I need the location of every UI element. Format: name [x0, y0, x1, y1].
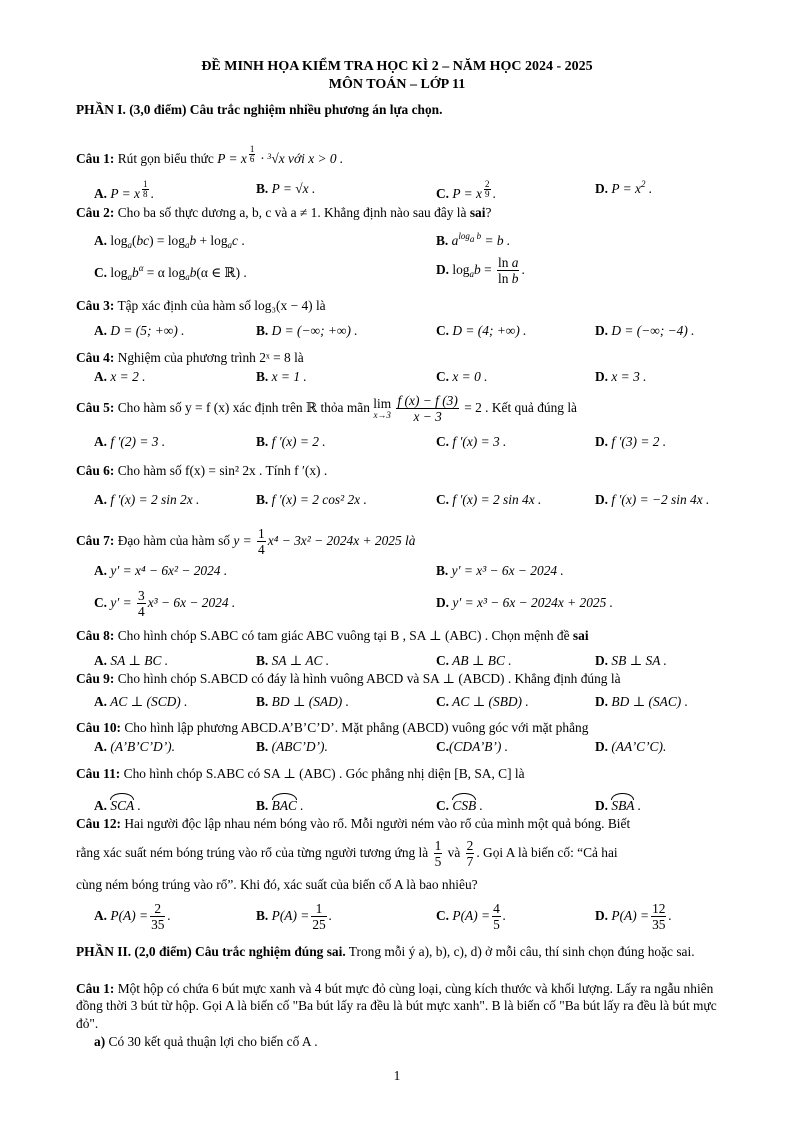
q3-option-c[interactable]: C. D = (4; +∞) .: [436, 323, 527, 338]
q4-option-d[interactable]: D. x = 3 .: [595, 369, 647, 384]
part2-q1-a[interactable]: a) Có 30 kết quả thuận lợi cho biến cố A .: [94, 1034, 318, 1049]
q11-option-b[interactable]: B. BAC .: [256, 794, 304, 814]
q6-option-b[interactable]: B. f ′(x) = 2 cos² 2x .: [256, 492, 367, 507]
q6-stem: Câu 6: Cho hàm số f(x) = sin² 2x . Tính f ′(x) .: [76, 463, 328, 478]
q8-option-d[interactable]: D. SB ⊥ SA .: [595, 653, 667, 668]
q9-option-d[interactable]: D. BD ⊥ (SAC) .: [595, 694, 688, 709]
q12-option-c[interactable]: C. P(A) = $\frac{4}{5}$ .: [436, 901, 507, 933]
exam-subtitle: MÔN TOÁN – LỚP 11: [328, 77, 466, 92]
q1-condition: với x > 0 .: [288, 151, 344, 166]
page-number: 1: [393, 1068, 401, 1083]
q11-option-d[interactable]: D. SBA .: [595, 794, 641, 814]
exam-title: ĐỀ MINH HỌA KIỂM TRA HỌC KÌ 2 – NĂM HỌC 2024 - 2025: [201, 59, 593, 74]
q12-line-3: cùng ném bóng trúng vào rổ”. Khi đó, xác suất của biến cố A là bao nhiêu?: [76, 877, 478, 892]
q10-option-b[interactable]: B. (ABC’D’).: [256, 739, 328, 754]
q1-text: Rút gọn biểu thức: [117, 151, 214, 166]
q11-stem: Câu 11: Cho hình chóp S.ABC có SA ⊥ (ABC) . Góc phẳng nhị diện [B, SA, C] là: [76, 766, 525, 781]
q4-option-c[interactable]: C. x = 0 .: [436, 369, 488, 384]
q3-option-a[interactable]: A. D = (5; +∞) .: [94, 323, 185, 338]
q7-option-b[interactable]: B. y′ = x³ − 6x − 2024 .: [436, 563, 564, 578]
q1-option-b[interactable]: B. P = √x .: [256, 181, 316, 196]
q3-stem: Câu 3: Tập xác định của hàm số log₃(x − 4) là: [76, 298, 326, 313]
q4-stem: Câu 4: Nghiệm của phương trình 2ˣ = 8 là: [76, 350, 304, 365]
q12-line-2: rằng xác suất ném bóng trúng vào rổ của từng người tương ứng là $\frac{1}{5}$ và $\frac{2}{7}$ . Gọi A là biến cố: “Cả hai: [76, 838, 618, 870]
q7-option-c[interactable]: C. y′ = $\frac{3}{4}$ x³ − 6x − 2024 .: [94, 588, 236, 620]
q3-option-b[interactable]: B. D = (−∞; +∞) .: [256, 323, 358, 338]
q10-option-c[interactable]: C.(CDA’B’) .: [436, 739, 509, 754]
q10-option-a[interactable]: A. (A’B’C’D’).: [94, 739, 175, 754]
q5-stem: Câu 5: Cho hàm số y = f (x) xác định trên ℝ thỏa mãn lim x→3 $\frac{f (x) - f (3)}{x - 3}$ = 2 . Kết quả đúng là: [76, 393, 577, 425]
q2-option-b[interactable]: B. $a^{log_a b} = b$ .: [436, 231, 511, 248]
q12-option-a[interactable]: A. P(A) = $\frac{2}{35}$ .: [94, 901, 171, 933]
q12-option-b[interactable]: B. P(A) = $\frac{1}{25}$ .: [256, 901, 333, 933]
q5-option-b[interactable]: B. f ′(x) = 2 .: [256, 434, 326, 449]
q9-option-b[interactable]: B. BD ⊥ (SAD) .: [256, 694, 349, 709]
q2-option-a[interactable]: A. $\log_a(bc) = \log_ab + \log_ac$ .: [94, 233, 245, 250]
q9-option-c[interactable]: C. AC ⊥ (SBD) .: [436, 694, 529, 709]
q1-stem: Câu 1: Rút gọn biểu thức P = x $^{\frac{1}{6}}$ · $^3$√x với x > 0 .: [76, 144, 344, 166]
q8-option-b[interactable]: B. SA ⊥ AC .: [256, 653, 330, 668]
q11-option-a[interactable]: A. SCA .: [94, 794, 141, 814]
q6-option-d[interactable]: D. f ′(x) = −2 sin 4x .: [595, 492, 710, 507]
q9-stem: Câu 9: Cho hình chóp S.ABCD có đáy là hình vuông ABCD và SA ⊥ (ABCD) . Khẳng định đúng là: [76, 671, 621, 686]
q7-stem: Câu 7: Đạo hàm của hàm số y = $\frac{1}{4}$ x⁴ − 3x² − 2024x + 2025 là: [76, 526, 416, 558]
q11-option-c[interactable]: C. CSB .: [436, 794, 483, 814]
q8-option-c[interactable]: C. AB ⊥ BC .: [436, 653, 512, 668]
q5-option-d[interactable]: D. f ′(3) = 2 .: [595, 434, 667, 449]
q4-option-a[interactable]: A. x = 2 .: [94, 369, 146, 384]
q5-option-c[interactable]: C. f ′(x) = 3 .: [436, 434, 507, 449]
q12-option-d[interactable]: D. P(A) = $\frac{12}{35}$ .: [595, 901, 672, 933]
part2-q1: Câu 1: Một hộp có chứa 6 bút mực xanh và 4 bút mực đỏ cùng loại, cùng kích thước và khối lượng. Lấy ra ngẫu nhiên đồng thời 3 bút từ hộp. Gọi A là biến cố "Ba bút lấy ra đều là bút mực xanh". B là biến cố "Ba bút lấy ra đều là bút mực đỏ".: [76, 981, 717, 1031]
q8-option-a[interactable]: A. SA ⊥ BC .: [94, 653, 169, 668]
q9-option-a[interactable]: A. AC ⊥ (SCD) .: [94, 694, 188, 709]
q2-stem: Câu 2: Cho ba số thực dương a, b, c và a ≠ 1. Khẳng định nào sau đây là sai?: [76, 205, 492, 220]
q1-option-a[interactable]: A. P = x $^{\frac{1}{8}}$ .: [94, 179, 154, 201]
q1-label: Câu 1:: [76, 151, 115, 166]
q10-option-d[interactable]: D. (AA’C’C).: [595, 739, 667, 754]
q2-option-c[interactable]: C. $\log_ab^\alpha = \alpha$ $\log_ab(\alpha$ ∈ ℝ) .: [94, 263, 247, 282]
q7-option-a[interactable]: A. y′ = x⁴ − 6x² − 2024 .: [94, 563, 228, 578]
q1-option-d[interactable]: D. $P = x^2$ .: [595, 179, 653, 196]
q6-option-c[interactable]: C. f ′(x) = 2 sin 4x .: [436, 492, 542, 507]
part2-heading: PHẦN II. (2,0 điểm) Câu trắc nghiệm đúng sai. Trong mỗi ý a), b), c), d) ở mỗi câu, thí sinh chọn đúng hoặc sai.: [76, 944, 695, 959]
q1-option-c[interactable]: C. P = x $^{\frac{2}{9}}$ .: [436, 179, 496, 201]
q5-option-a[interactable]: A. f ′(2) = 3 .: [94, 434, 166, 449]
part1-heading: PHẦN I. (3,0 điểm) Câu trắc nghiệm nhiều phương án lựa chọn.: [76, 102, 443, 117]
q7-option-d[interactable]: D. y′ = x³ − 6x − 2024x + 2025 .: [436, 595, 613, 610]
q4-option-b[interactable]: B. x = 1 .: [256, 369, 307, 384]
q6-option-a[interactable]: A. f ′(x) = 2 sin 2x .: [94, 492, 200, 507]
q2-option-d[interactable]: D. $\log_ab$ = $\frac{\text{ln a}}{\text{ln b}}$ .: [436, 255, 525, 287]
q10-stem: Câu 10: Cho hình lập phương ABCD.A’B’C’D’. Mặt phẳng (ABCD) vuông góc với mặt phẳng: [76, 720, 589, 735]
q3-option-d[interactable]: D. D = (−∞; −4) .: [595, 323, 695, 338]
q8-stem: Câu 8: Cho hình chóp S.ABC có tam giác ABC vuông tại B , SA ⊥ (ABC) . Chọn mệnh đề sai: [76, 628, 589, 643]
q12-line-1: Câu 12: Hai người độc lập nhau ném bóng vào rổ. Mỗi người ném vào rổ của mình một quả bóng. Biết: [76, 816, 631, 831]
